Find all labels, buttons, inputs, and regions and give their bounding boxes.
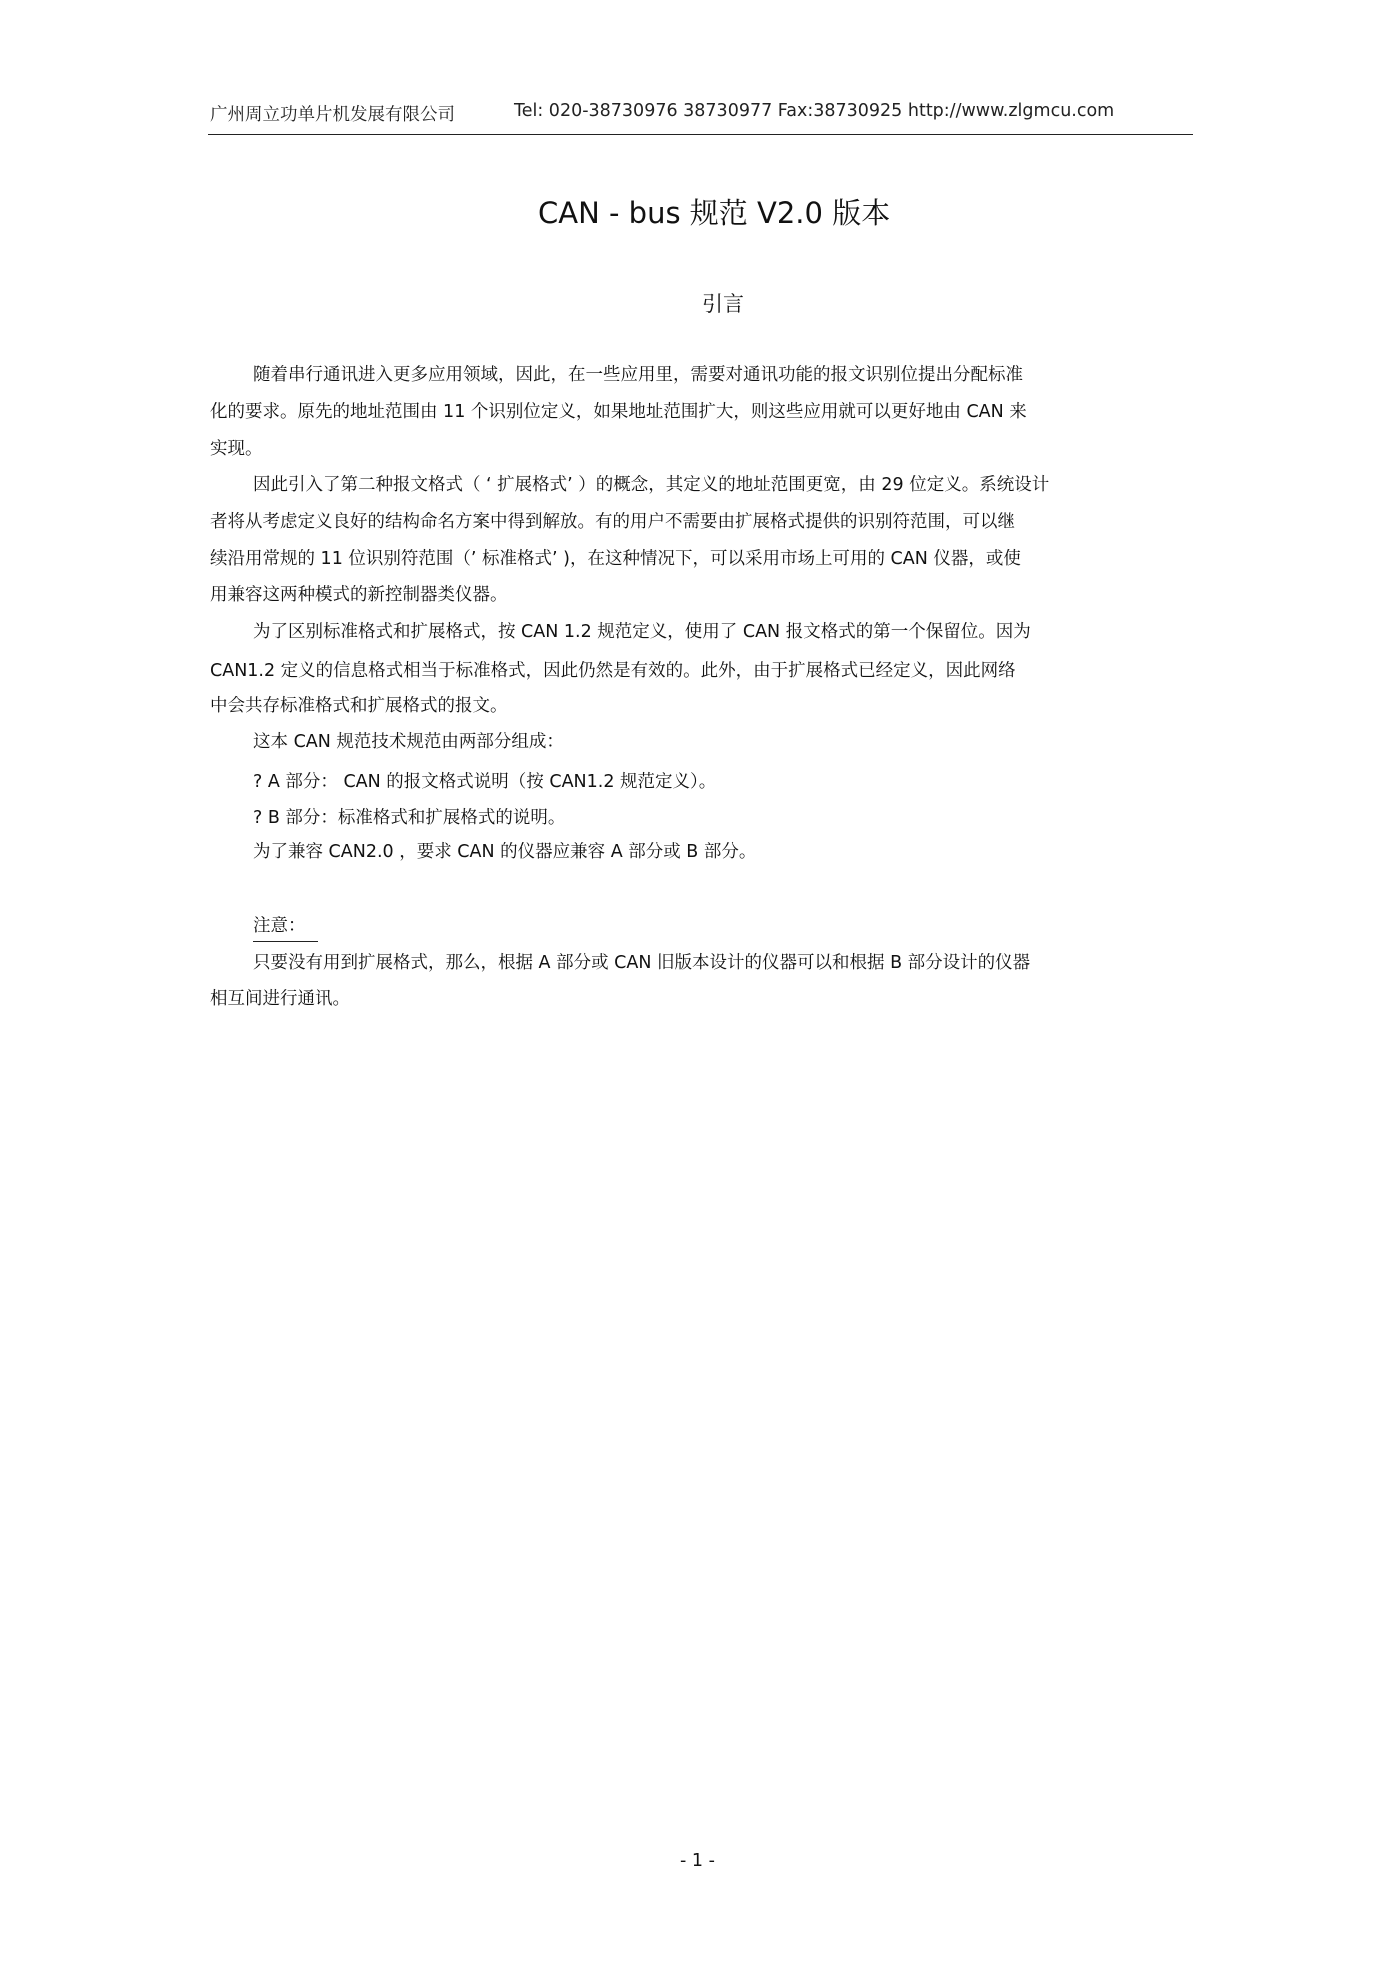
paragraph-line: 续沿用常规的 11 位识别符范围（’ 标准格式’ )，在这种情况下，可以采用市场上可用的 CAN 仪器，或使 (210, 549, 1021, 569)
paragraph-line: 为了兼容 CAN2.0 ，要求 CAN 的仪器应兼容 A 部分或 B 部分。 (253, 842, 757, 862)
paragraph-line: 中会共存标准格式和扩展格式的报文。 (210, 696, 508, 716)
paragraph-line: 随着串行通讯进入更多应用领域，因此，在一些应用里，需要对通讯功能的报文识别位提出分配标准 (253, 365, 1023, 385)
section-heading: 引言 (702, 292, 744, 316)
bullet-part-b: ? B 部分：标准格式和扩展格式的说明。 (253, 808, 566, 828)
note-underline (253, 941, 318, 942)
note-line: 相互间进行通讯。 (210, 989, 350, 1009)
header-company: 广州周立功单片机发展有限公司 (210, 105, 455, 125)
paragraph-line: 因此引入了第二种报文格式（ ‘ 扩展格式’ ）的概念，其定义的地址范围更宽，由 29 位定义。系统设计 (253, 475, 1050, 495)
page-number: - 1 - (680, 1851, 715, 1871)
note-line: 只要没有用到扩展格式，那么，根据 A 部分或 CAN 旧版本设计的仪器可以和根据 B 部分设计的仪器 (253, 953, 1031, 973)
bullet-part-a: ? A 部分： CAN 的报文格式说明（按 CAN1.2 规范定义）。 (253, 772, 717, 792)
paragraph-line: 实现。 (210, 439, 263, 459)
paragraph-line: 化的要求。原先的地址范围由 11 个识别位定义，如果地址范围扩大，则这些应用就可以更好地由 CAN 来 (210, 402, 1027, 422)
paragraph-line: 用兼容这两种模式的新控制器类仪器。 (210, 585, 508, 605)
note-label: 注意： (253, 916, 306, 936)
paragraph-line: 为了区别标准格式和扩展格式，按 CAN 1.2 规范定义，使用了 CAN 报文格式的第一个保留位。因为 (253, 622, 1031, 642)
header-rule (208, 134, 1193, 135)
header-contact: Tel: 020-38730976 38730977 Fax:38730925 http://www.zlgmcu.com (514, 101, 1115, 121)
paragraph-line: 者将从考虑定义良好的结构命名方案中得到解放。有的用户不需要由扩展格式提供的识别符范围，可以继 (210, 512, 1015, 532)
document-title: CAN - bus 规范 V2.0 版本 (538, 196, 891, 230)
paragraph-line: CAN1.2 定义的信息格式相当于标准格式，因此仍然是有效的。此外，由于扩展格式已经定义，因此网络 (210, 661, 1016, 681)
paragraph-line: 这本 CAN 规范技术规范由两部分组成： (253, 732, 564, 752)
